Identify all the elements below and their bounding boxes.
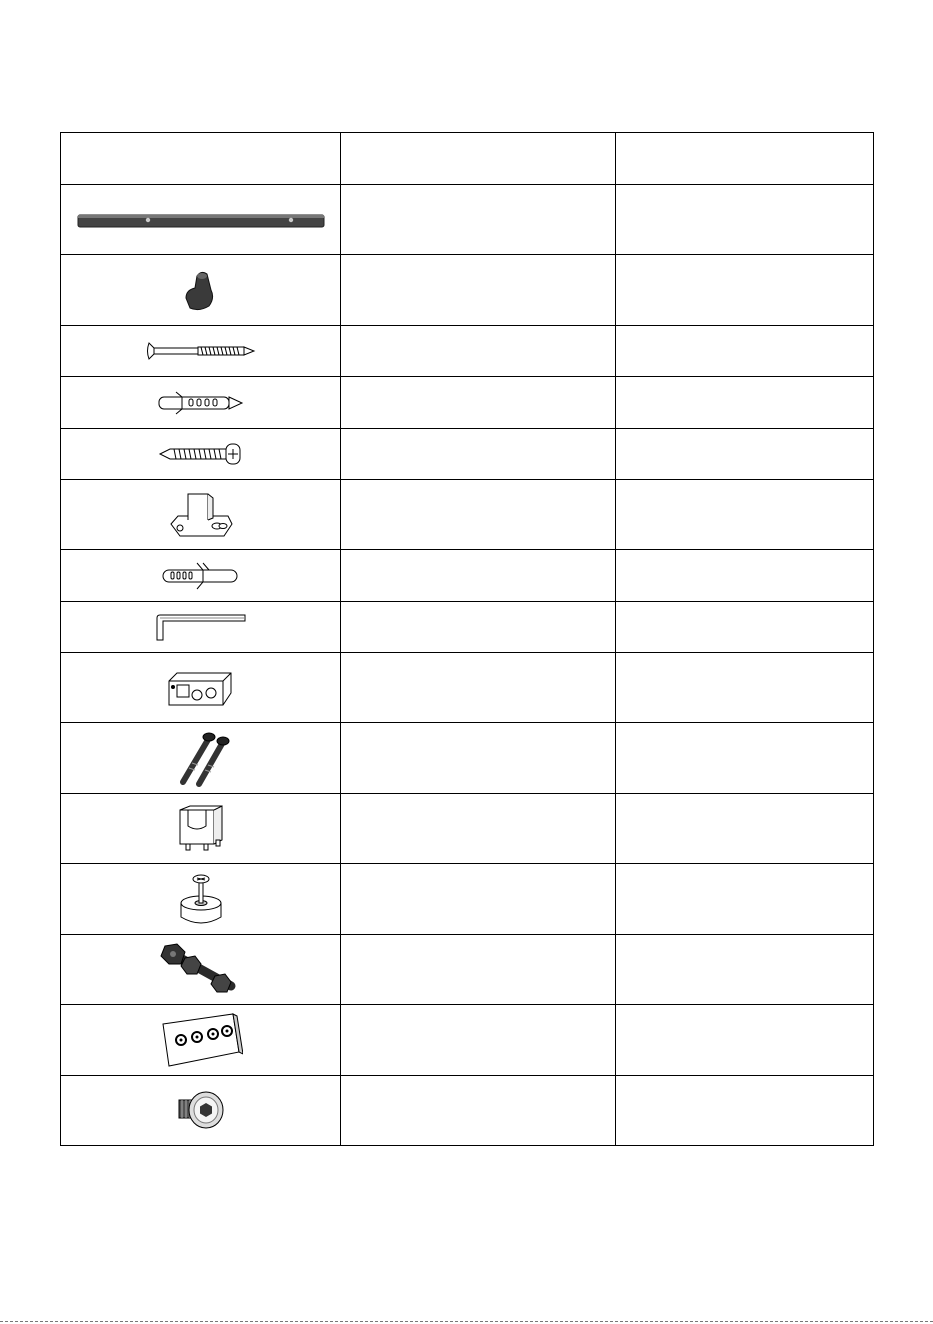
part-image-cell (61, 602, 341, 653)
part-qty-cell (616, 185, 874, 255)
table-header-row (61, 133, 874, 185)
part-qty-cell (616, 794, 874, 864)
part-qty-cell (616, 429, 874, 480)
part-image-cell (61, 723, 341, 794)
wall-anchor-icon (159, 561, 243, 591)
stopper-icon (175, 869, 227, 929)
floor-guide-icon (166, 490, 236, 540)
part-name-cell (341, 602, 616, 653)
part-name-cell (341, 723, 616, 794)
part-name-cell (341, 326, 616, 377)
table-row (61, 1076, 874, 1146)
part-qty-cell (616, 864, 874, 935)
header-name (341, 133, 616, 185)
table-row (61, 602, 874, 653)
part-image-cell (61, 653, 341, 723)
table-row (61, 794, 874, 864)
header-qty (616, 133, 874, 185)
table-row (61, 723, 874, 794)
table-row (61, 935, 874, 1005)
part-image-cell (61, 1076, 341, 1146)
parts-list-table (60, 132, 874, 1146)
mounting-plate-icon (159, 1010, 243, 1070)
part-name-cell (341, 1076, 616, 1146)
part-image-cell (61, 185, 341, 255)
part-image-cell (61, 480, 341, 550)
wood-screw-icon (146, 339, 256, 363)
part-image-cell (61, 255, 341, 326)
part-qty-cell (616, 480, 874, 550)
part-image-cell (61, 377, 341, 429)
part-name-cell (341, 794, 616, 864)
table-row (61, 377, 874, 429)
table-row (61, 185, 874, 255)
part-image-cell (61, 550, 341, 602)
part-qty-cell (616, 723, 874, 794)
allen-key-icon (153, 612, 249, 642)
roller-block-icon (165, 665, 237, 711)
part-qty-cell (616, 326, 874, 377)
part-name-cell (341, 185, 616, 255)
part-image-cell (61, 935, 341, 1005)
wall-plug-icon (156, 390, 246, 416)
part-image-cell (61, 326, 341, 377)
table-row (61, 429, 874, 480)
part-name-cell (341, 653, 616, 723)
part-name-cell (341, 935, 616, 1005)
table-row (61, 255, 874, 326)
part-qty-cell (616, 602, 874, 653)
table-row (61, 326, 874, 377)
machine-screw-icon (158, 441, 244, 467)
part-qty-cell (616, 1005, 874, 1076)
countersunk-screw-icon (176, 1086, 226, 1136)
table-row (61, 480, 874, 550)
rail-strip-icon (76, 210, 326, 230)
dowel-pins-icon (171, 728, 231, 788)
part-name-cell (341, 550, 616, 602)
bolt-nut-icon (159, 942, 243, 998)
page-bottom-rule (0, 1321, 933, 1322)
part-image-cell (61, 1005, 341, 1076)
part-name-cell (341, 377, 616, 429)
part-qty-cell (616, 550, 874, 602)
header-image (61, 133, 341, 185)
u-bracket-icon (174, 802, 228, 856)
plastic-cap-icon (181, 268, 221, 312)
part-image-cell (61, 864, 341, 935)
part-qty-cell (616, 1076, 874, 1146)
part-name-cell (341, 255, 616, 326)
part-qty-cell (616, 935, 874, 1005)
part-name-cell (341, 429, 616, 480)
part-image-cell (61, 794, 341, 864)
part-qty-cell (616, 255, 874, 326)
part-qty-cell (616, 377, 874, 429)
part-image-cell (61, 429, 341, 480)
table-row (61, 1005, 874, 1076)
table-row (61, 864, 874, 935)
table-row (61, 550, 874, 602)
table-row (61, 653, 874, 723)
part-name-cell (341, 864, 616, 935)
part-qty-cell (616, 653, 874, 723)
part-name-cell (341, 1005, 616, 1076)
part-name-cell (341, 480, 616, 550)
